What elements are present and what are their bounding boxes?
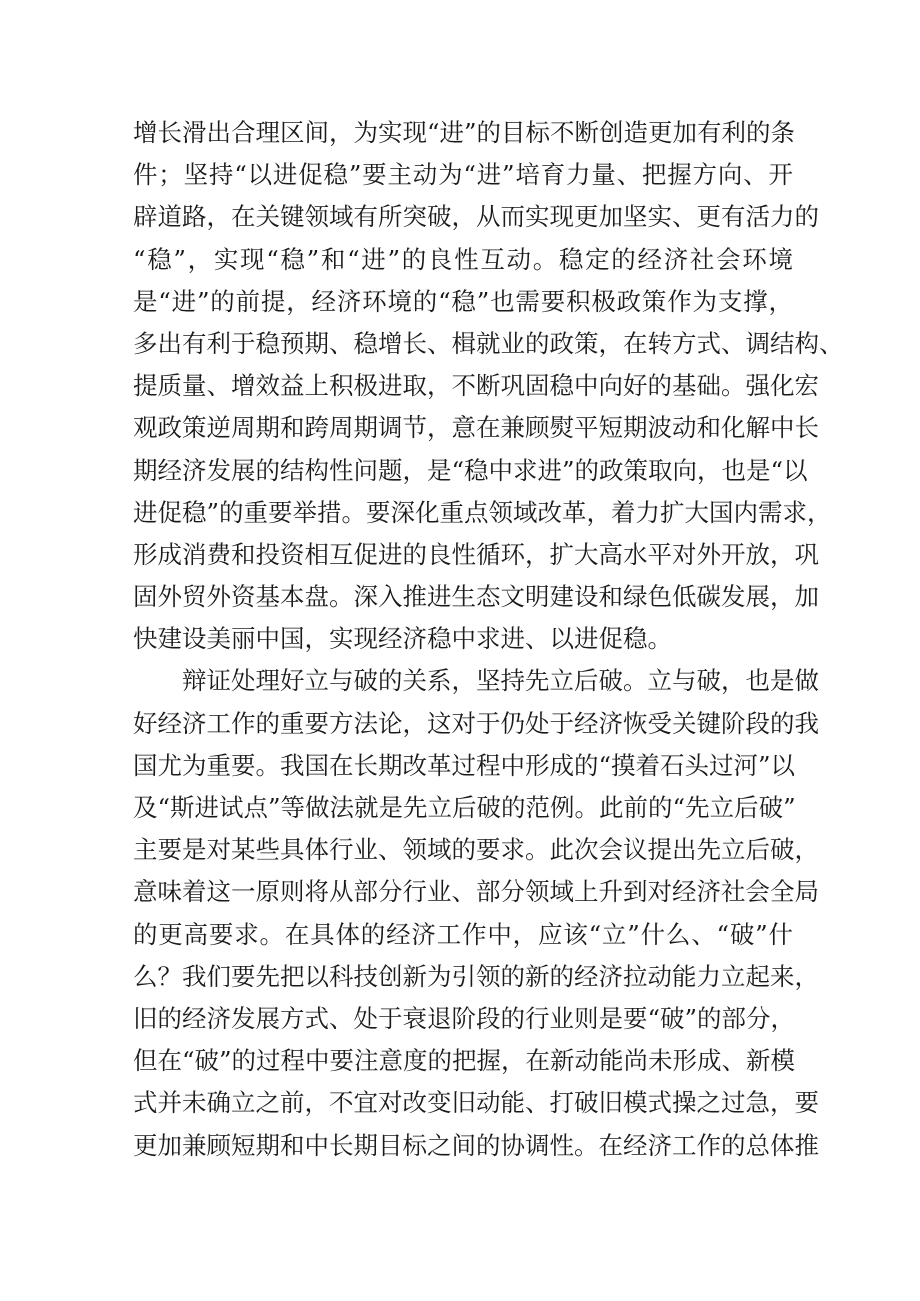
- text-line: 是“进”的前提，经济环境的“稳”也需要积极政策作为支撑，: [133, 286, 793, 316]
- text-line: 件；坚持“以进促稳”要主动为“进”培育力量、把握方向、开: [133, 160, 793, 190]
- text-line: 辟道路，在关键领域有所突破，从而实现更加坚实、更有活力的: [133, 202, 819, 232]
- text-line: 增长滑出合理区间，为实现“进”的目标不断创造更加有利的条: [133, 118, 796, 147]
- text-line: 多出有利于稳预期、稳增长、楫就业的政策，在转方式、调结构、: [133, 328, 844, 358]
- text-line: 期经济发展的结构性问题，是“稳中求进”的政策取向，也是“以: [133, 455, 808, 485]
- text-line: 进促稳”的重要举措。要深化重点领域改革，着力扩大国内需求，: [133, 497, 832, 527]
- text-line: 国尤为重要。我国在长期改革过程中形成的“摸着石头过河”以: [133, 750, 796, 780]
- text-line: 好经济工作的重要方法论，这对于仍处于经济恢受关键阶段的我: [133, 708, 819, 738]
- text-line: 主要是对某些具体行业、领域的要求。此次会议提出先立后破，: [133, 835, 819, 865]
- paragraph-1: [133, 112, 844, 660]
- text-line: 形成消费和投资相互促进的良性循环，扩大高水平对外开放，巩: [133, 539, 819, 569]
- text-line: 旧的经济发展方式、处于衰退阶段的行业则是要“破”的部分，: [133, 1003, 796, 1033]
- text-line: 么？我们要先把以科技创新为引领的新的经济拉动能力立起来，: [133, 961, 819, 991]
- paragraph-2: [133, 660, 819, 1166]
- text-line: 辩证处理好立与破的关系，坚持先立后破。立与破，也是做: [182, 666, 819, 696]
- text-line: 固外贸外资基本盘。深入推进生态文明建设和绿色低碳发展，加: [133, 582, 819, 612]
- text-line: “稳”，实现“稳”和“进”的良性互动。稳定的经济社会环境: [133, 244, 793, 274]
- text-line: 的更高要求。在具体的经济工作中，应该“立”什么、“破”什: [133, 919, 793, 949]
- text-line: 及“斯进试点”等做法就是先立后破的范例。此前的“先立后破”: [133, 793, 796, 822]
- text-line: 式并未确立之前，不宜对改变旧动能、打破旧模式操之过急，要: [133, 1088, 819, 1118]
- text-line: 提质量、增效益上积极进取，不断巩固稳中向好的基础。强化宏: [133, 371, 819, 401]
- text-line: 意味着这一原则将从部分行业、部分领域上升到对经济社会全局: [133, 877, 819, 907]
- text-line: 快建设美丽中国，实现经济稳中求进、以进促稳。: [133, 624, 672, 654]
- text-line: 观政策逆周期和跨周期调节，意在兼顾熨平短期波动和化解中长: [133, 413, 819, 443]
- text-line: 更加兼顾短期和中长期目标之间的协调性。在经济工作的总体推: [133, 1130, 819, 1160]
- document-body: [133, 112, 844, 1167]
- text-line: 但在“破”的过程中要注意度的把握，在新动能尚未形成、新模: [133, 1046, 796, 1076]
